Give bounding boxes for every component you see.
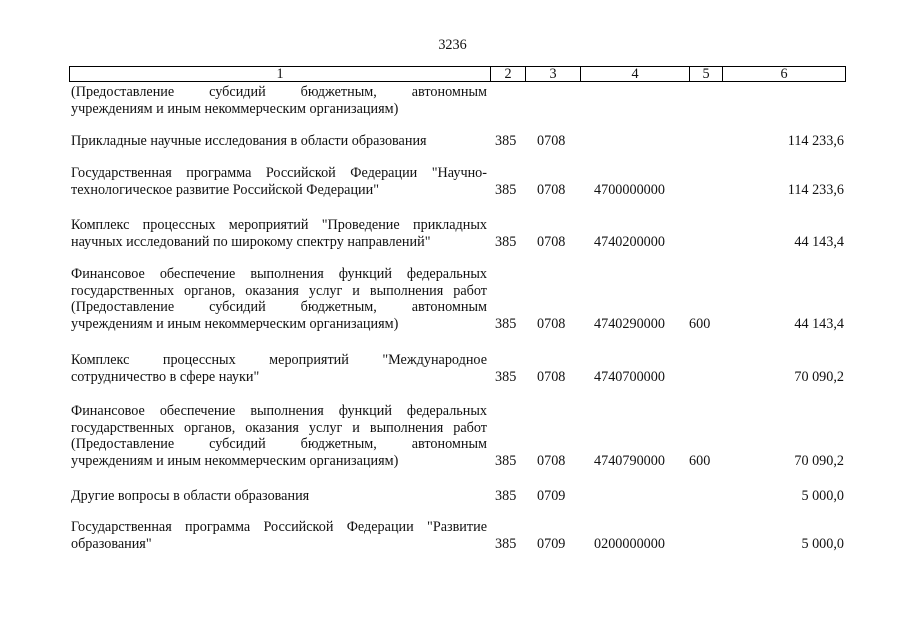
cell-col-6: 5 000,0 (801, 488, 844, 504)
description-line: государственных органов, оказания услуг и выполнения работ (71, 282, 487, 299)
table-header (69, 66, 846, 82)
cell-col-2: 385 (495, 233, 517, 250)
cell-col-2: 385 (495, 452, 517, 469)
cell-col-6: 44 143,4 (794, 315, 844, 332)
description-line: Финансовое обеспечение выполнения функций федеральных (71, 403, 487, 419)
cell-col-2: 385 (495, 315, 517, 332)
description-line: сотрудничество в сфере науки" (71, 368, 260, 385)
row-description (71, 266, 487, 332)
row-description (71, 519, 487, 552)
description-line: Комплекс процессных мероприятий "Проведение прикладных (71, 217, 487, 233)
cell-col-5: 600 (689, 315, 711, 332)
table-row (71, 519, 846, 552)
cell-col-6: 44 143,4 (794, 233, 844, 250)
cell-col-2: 385 (495, 535, 517, 552)
row-description (71, 84, 487, 117)
description-line: учреждениям и иным некоммерческим организациям) (71, 315, 399, 332)
cell-col-3: 0709 (537, 488, 566, 504)
cell-col-6: 5 000,0 (801, 535, 844, 552)
header-col-5: 5 (689, 67, 722, 81)
cell-col-5: 600 (689, 452, 711, 469)
table-row (71, 266, 846, 332)
description-line: учреждениям и иным некоммерческим организациям) (71, 452, 399, 469)
description-line: технологическое развитие Российской Федерации" (71, 181, 380, 198)
cell-col-3: 0708 (537, 368, 566, 385)
table-row (71, 352, 846, 385)
description-line: Другие вопросы в области образования (71, 488, 310, 504)
row-description (71, 488, 487, 505)
cell-col-3: 0708 (537, 315, 566, 332)
description-line: (Предоставление субсидий бюджетным, автономным (71, 299, 487, 316)
header-col-2: 2 (490, 67, 525, 81)
header-col-1: 1 (276, 66, 284, 82)
cell-col-4: 4740290000 (594, 315, 665, 332)
cell-col-3: 0708 (537, 181, 566, 198)
description-line: Государственная программа Российской Федерации "Развитие (71, 519, 487, 535)
cell-col-2: 385 (495, 133, 517, 149)
cell-col-2: 385 (495, 368, 517, 385)
cell-col-6: 114 233,6 (787, 133, 844, 149)
row-description (71, 217, 487, 250)
row-description (71, 352, 487, 385)
cell-col-4: 4740200000 (594, 233, 665, 250)
cell-col-2: 385 (495, 488, 517, 504)
cell-col-3: 0709 (537, 535, 566, 552)
cell-col-6: 70 090,2 (794, 452, 844, 469)
header-col-3: 3 (525, 67, 580, 81)
table-row (71, 84, 846, 117)
row-description (71, 133, 487, 150)
cell-col-6: 114 233,6 (787, 181, 844, 198)
header-col-4: 4 (580, 67, 689, 81)
table-row (71, 133, 846, 150)
description-line: государственных органов, оказания услуг и выполнения работ (71, 419, 487, 436)
header-col-6: 6 (722, 67, 845, 81)
cell-col-4: 0200000000 (594, 535, 665, 552)
description-line: Финансовое обеспечение выполнения функций федеральных (71, 266, 487, 282)
row-description (71, 165, 487, 198)
cell-col-6: 70 090,2 (794, 368, 844, 385)
description-line: учреждениям и иным некоммерческим организациям) (71, 100, 399, 117)
table-row (71, 217, 846, 250)
cell-col-3: 0708 (537, 452, 566, 469)
description-line: научных исследований по широкому спектру направлений" (71, 233, 431, 250)
description-line: Комплекс процессных мероприятий "Международное (71, 352, 487, 368)
table-row (71, 403, 846, 469)
row-description (71, 403, 487, 469)
table-row (71, 165, 846, 198)
description-line: Прикладные научные исследования в области образования (71, 133, 427, 149)
page-number: 3236 (438, 37, 467, 53)
cell-col-3: 0708 (537, 133, 566, 149)
cell-col-2: 385 (495, 181, 517, 198)
description-line: Государственная программа Российской Федерации "Научно- (71, 165, 487, 181)
description-line: (Предоставление субсидий бюджетным, автономным (71, 436, 487, 453)
table-row (71, 488, 846, 505)
description-line: (Предоставление субсидий бюджетным, автономным (71, 84, 487, 100)
cell-col-4: 4700000000 (594, 181, 665, 198)
cell-col-3: 0708 (537, 233, 566, 250)
cell-col-4: 4740700000 (594, 368, 665, 385)
description-line: образования" (71, 535, 152, 552)
cell-col-4: 4740790000 (594, 452, 665, 469)
